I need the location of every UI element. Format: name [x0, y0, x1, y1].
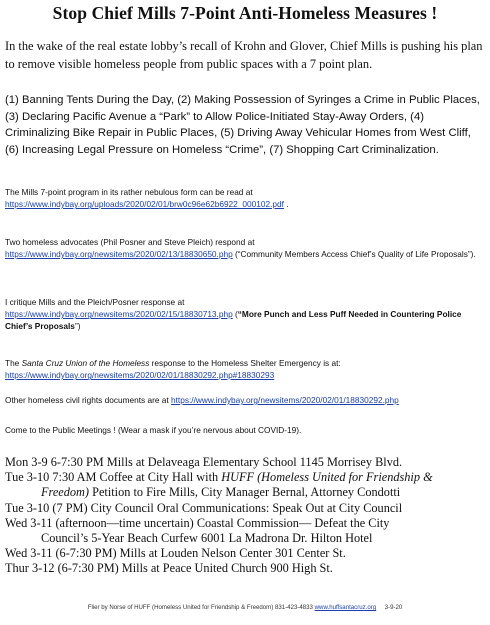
other-paragraph [5, 394, 487, 406]
footer-text: Flier by Norse of HUFF (Homeless United for Friendship & Freedom) 831-423-4833 [87, 604, 315, 611]
other-text: Other homeless civil rights documents are at [5, 395, 172, 405]
union-link[interactable]: https://www.indybay.org/newsitems/2020/02/01/18830292.php#18830293 [5, 370, 275, 381]
union-paragraph [5, 357, 487, 381]
seven-points-paragraph: (1) Banning Tents During the Day, (2) Making Possession of Syringes a Crime in Public Places, (3) Declaring Pacific Avenue a “Park” to Allow Police-Initiated Stay-Away Orders, (4) Criminalizing Bike Repair in Public Places, (5) Driving Away Vehicular Homes from West Cliff, (6) Increasing Legal Pressure on Homeless “Crime”, (7) Shopping Cart Criminalization. [5, 94, 480, 156]
program-paragraph [5, 186, 487, 210]
program-after: . [283, 199, 289, 210]
huff-name: HUFF (Homeless United for Friendship & [221, 470, 433, 485]
program-text: The Mills 7-point program in its rather nebulous form can be read at [5, 187, 253, 197]
meetings-list [5, 455, 487, 577]
meeting-text: Petition to Fire Mills, City Manager Bernal, Attorney Condotti [89, 485, 401, 500]
advocates-paragraph [5, 236, 487, 260]
meeting-item: Tue 3-10 (7 PM) City Council Oral Communications: Speak Out at City Council [5, 500, 403, 515]
critique-mid: ( [232, 309, 238, 320]
critique-text: I critique Mills and the Pleich/Posner response at [5, 297, 185, 307]
meeting-item [5, 470, 487, 485]
advocates-link[interactable]: https://www.indybay.org/newsitems/2020/02/13/18830650.php [5, 249, 233, 260]
meeting-item: Wed 3-11 (6-7:30 PM) Mills at Louden Nelson Center 301 Center St. [5, 546, 346, 561]
meeting-item: Thur 3-12 (6-7:30 PM) Mills at Peace United Church 900 High St. [5, 561, 333, 576]
critique-after: ”) [74, 321, 81, 332]
footer-date: 3-9-20 [384, 604, 403, 611]
huff-name-cont: Freedom) [41, 485, 90, 500]
footer [0, 604, 490, 611]
footer-link[interactable]: www.huffsantacruz.org [314, 604, 377, 611]
advocates-after: (“Community Members Access Chief’s Quality of Life Proposals”). [232, 249, 476, 260]
meeting-text: Tue 3-10 7:30 AM Coffee at City Hall with [5, 470, 222, 485]
meeting-item-continued [5, 485, 487, 500]
advocates-text: Two homeless advocates (Phil Posner and Steve Pleich) respond at [5, 237, 255, 247]
come-paragraph: Come to the Public Meetings ! (Wear a mask if you’re nervous about COVID-19). [5, 425, 302, 435]
critique-paragraph [5, 296, 487, 333]
union-text: response to the Homeless Shelter Emergency is at: [149, 358, 341, 368]
page-title: Stop Chief Mills 7-Point Anti-Homeless Measures ! [52, 3, 438, 23]
intro-paragraph: In the wake of the real estate lobby’s recall of Krohn and Glover, Chief Mills is pushing his plan to remove visible homeless people from public spaces with a 7 point plan. [5, 39, 483, 71]
meeting-item: Mon 3-9 6-7:30 PM Mills at Delaveaga Elementary School 1145 Morrisey Blvd. [5, 455, 403, 469]
union-prefix: The [5, 358, 22, 368]
program-link[interactable]: https://www.indybay.org/uploads/2020/02/01/brw0c96e62b6922_000102.pdf [5, 199, 284, 210]
other-link[interactable]: https://www.indybay.org/newsitems/2020/02/01/18830292.php [171, 395, 399, 405]
meeting-item: Wed 3-11 (afternoon—time uncertain) Coastal Commission— Defeat the City [5, 515, 390, 530]
critique-link[interactable]: https://www.indybay.org/newsitems/2020/02/15/18830713.php [5, 309, 233, 320]
meeting-item-continued: Council’s 5-Year Beach Curfew 6001 La Madrona Dr. Hilton Hotel [41, 531, 373, 546]
critique-bold-title: “More Punch and Less Puff Needed in Countering Police Chief’s Proposals [5, 309, 462, 332]
union-name: Santa Cruz Union of the Homeless [21, 358, 150, 368]
